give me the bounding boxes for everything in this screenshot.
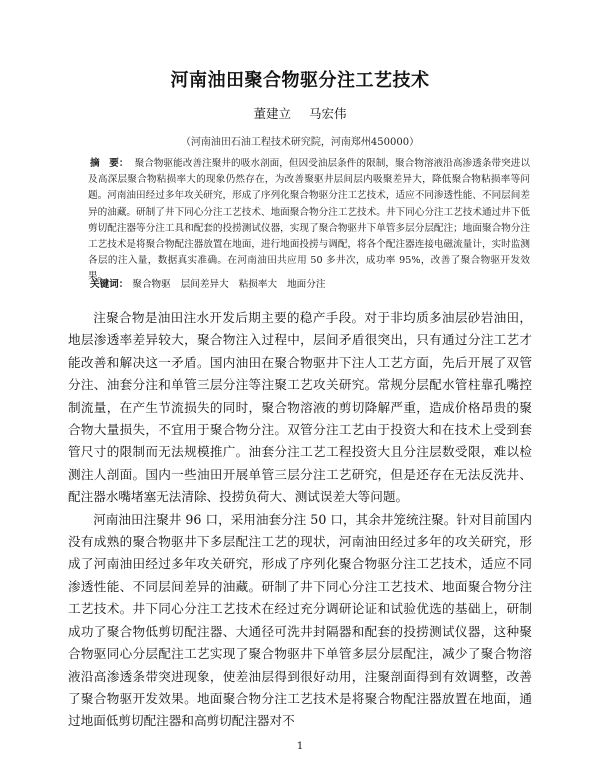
affiliation: （河南油田石油工程技术研究院，河南郑州450000）	[180, 137, 420, 148]
keywords-label: 关键词：	[90, 279, 129, 290]
paper-title: 河南油田聚合物驱分注工艺技术	[170, 70, 430, 91]
author-name: 马宏伟	[309, 106, 347, 121]
page-number: 1	[296, 741, 304, 752]
abstract	[88, 156, 530, 286]
author-name: 董建立	[253, 106, 291, 121]
author-list	[0, 104, 600, 122]
body-paragraph: 河南油田注聚井 96 口，采用油套分注 50 口，其余井笼统注聚。针对目前国内没有成熟的聚合物驱井下多层配注工艺的现状，河南油田经过多年的攻关研究，形成了河南油田经过多年攻关研究，形成了序列化聚合物驱分注工艺技术，适应不同渗透性能、不同层间差异的油藏。研制了井下同心分注工艺技术、地面聚合物分注工艺技术。井下同心分注工艺技术在经过充分调研论证和试验优选的基础上，研制成功了聚合物低剪切配注器、大通径可洗井封隔器和配套的投捞测试仪器，这种聚合物驱同心分层配注工艺实现了聚合物驱井下单管多层分层配注，减少了聚合物溶液沿高渗透条带突进现象，使差油层得到很好动用，注聚剖面得到有效调整，改善了聚合物驱开发效果。地面聚合物分注工艺技术是将聚合物配注器放置在地面，通过地面低剪切配注器和高剪切配注器对不	[68, 511, 532, 729]
body-text	[68, 307, 532, 733]
body-paragraph: 注聚合物是油田注水开发后期主要的稳产手段。对于非均质多油层砂岩油田，地层渗透率差异较大，聚合物注入过程中，层间矛盾很突出，只有通过分注工艺才能改善和解决这一矛盾。国内油田在聚合物驱井下注人工艺方面，先后开展了双管分注、油套分注和单管三层分注等注聚工艺攻关研究。常规分层配水管柱靠孔嘴控制流量，在产生节流损失的同时，聚合物溶液的剪切降解严重，造成价格昂贵的聚合物大量损失，不宜用于聚合物分注。双管分注工艺由于投资大和在技术上受到套管尺寸的限制而无法规模推广。油套分注工艺工程投资大且分注层数受限，难以检测注人剖面。国内一些油田开展单管三层分注工艺研究，但是还存在无法反洗井、配注器水嘴堵塞无法清除、投捞负荷大、测试误差大等问题。	[68, 310, 532, 505]
keyword: 聚合物驱	[132, 279, 171, 290]
keyword: 层间差异大	[180, 279, 229, 290]
abstract-text: 聚合物驱能改善注聚井的吸水剖面，但因受油层条件的限制，聚合物溶液沿高渗透条带突进以及高深层聚合物粘损率大的现象仍然存在，为改善聚驱井层间层内吸聚差异大，降低聚合物粘损率等问题。河南油田经过多年攻关研究，形成了序列化聚合物驱分注工艺技术，适应不同渗透性能、不同层间差异的油藏。研制了井下同心分注工艺技术、地面聚合物分注工艺技术。井下同心分注工艺技术通过井下低剪切配注器等分注工具和配套的投捞测试仪器，实现了聚合物驱井下单管多层分层配注；地面聚合物分注工艺技术是将聚合物配注器放置在地面，进行地面投捞与调配，将各个配注器连接电磁流量计，实时监测各层的注入量，数据真实准确。在河南油田共应用 50 多井次，成功率 95%，改善了聚合物驱开发效果。	[88, 158, 531, 283]
keyword: 粘损率大	[238, 279, 278, 290]
keywords	[90, 276, 530, 290]
abstract-label: 摘 要：	[90, 158, 129, 169]
keyword: 地面分注	[287, 279, 326, 290]
